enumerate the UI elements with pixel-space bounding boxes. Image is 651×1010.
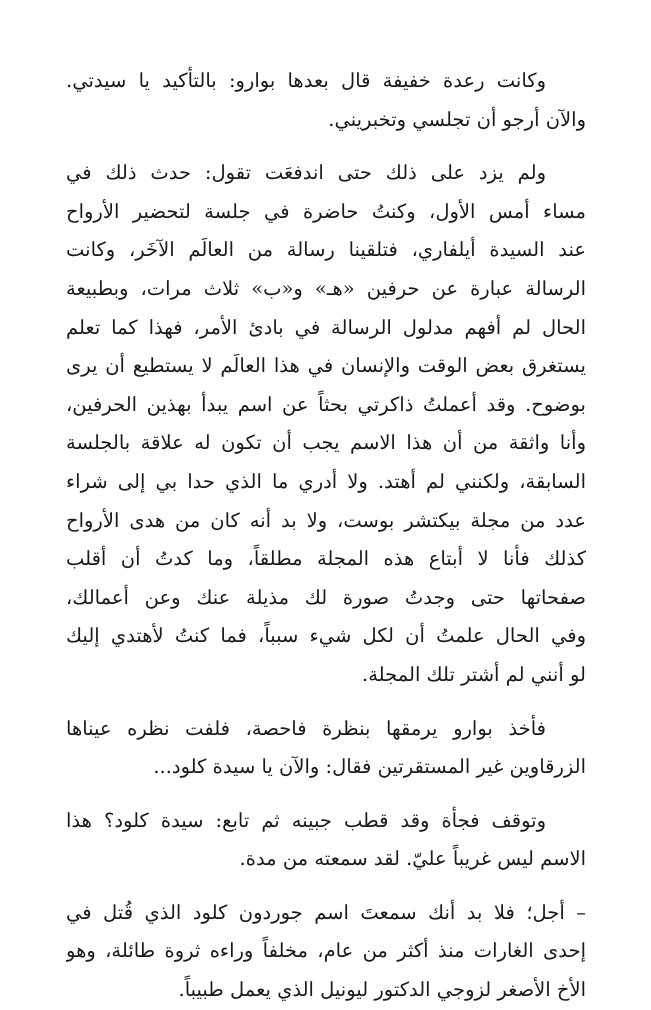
- text-line: إحدى الغارات منذ أكثر من عام، مخلفاً وراءه ثروة طائلة، وهو: [66, 939, 586, 963]
- paragraph-3: [66, 710, 586, 787]
- paragraph-2: [66, 154, 586, 694]
- text-line: – أجل؛ فلا بد أنك سمعتَ اسم جوردون كلود الذي قُتل في: [66, 900, 586, 924]
- text-line: كذلك فأنا لا أبتاع هذه المجلة مطلقاً، وما كدتُ أن أقلب: [66, 547, 586, 571]
- text-line: عدد من مجلة بيكتشر بوست، ولا بد أنه كان من هدى الأرواح: [66, 508, 586, 532]
- paragraph-1: [66, 62, 586, 139]
- text-line: الرسالة عبارة عن حرفين «هـ» و«ب» ثلاث مرات، وبطبيعة: [66, 276, 586, 300]
- text-line: الحال لم أفهم مدلول الرسالة في بادئ الأمر، فهذا كما تعلم: [66, 315, 586, 339]
- text-line: مساء أمس الأول، وكنتُ حاضرة في جلسة لتحضير الأرواح: [66, 199, 586, 223]
- document-page: [66, 62, 586, 1010]
- text-line: السابقة، ولكنني لم أهتد. ولا أدري ما الذي حدا بي إلى شراء: [66, 469, 586, 493]
- text-line: وفي الحال علمتُ أن لكل شيء سبباً، فما كنتُ لأهتدي إليك: [66, 624, 586, 648]
- paragraph-5: [66, 894, 586, 1010]
- text-line: الأخ الأصغر لزوجي الدكتور ليونيل الذي يعمل طبيباً.: [178, 978, 586, 1002]
- text-line: والآن أرجو أن تجلسي وتخبريني.: [328, 107, 586, 131]
- text-line: الزرقاوين غير المستقرتين فقال: والآن يا سيدة كلود...: [153, 755, 586, 779]
- text-line: الاسم ليس غريباً عليّ. لقد سمعته من مدة.: [239, 847, 586, 871]
- paragraph-4: [66, 802, 586, 879]
- text-line: وأنا واثقة من أن هذا الاسم يجب أن تكون له علاقة بالجلسة: [66, 431, 586, 455]
- text-line: بوضوح. وقد أعملتُ ذاكرتي بحثاً عن اسم يبدأ بهذين الحرفين،: [66, 392, 586, 416]
- text-line: ولم يزد على ذلك حتى اندفعَت تقول: حدث ذلك في: [66, 161, 546, 185]
- text-line: لو أنني لم أشتر تلك المجلة.: [362, 662, 586, 686]
- text-line: عند السيدة أيلفاري، فتلقينا رسالة من العالَم الآخَر، وكانت: [66, 238, 586, 262]
- text-line: صفحاتها حتى وجدتُ صورة لك مذيلة عنك وعن أعمالك،: [66, 585, 586, 609]
- text-line: يستغرق بعض الوقت والإنسان في هذا العالَم لا يستطيع أن يرى: [66, 354, 586, 378]
- text-line: وتوقف فجأة وقد قطب جبينه ثم تابع: سيدة كلود؟ هذا: [66, 808, 546, 832]
- text-line: فأخذ بوارو يرمقها بنظرة فاحصة، فلفت نظره عيناها: [66, 716, 546, 740]
- text-line: وكانت رعدة خفيفة قال بعدها بوارو: بالتأكيد يا سيدتي.: [66, 69, 546, 92]
